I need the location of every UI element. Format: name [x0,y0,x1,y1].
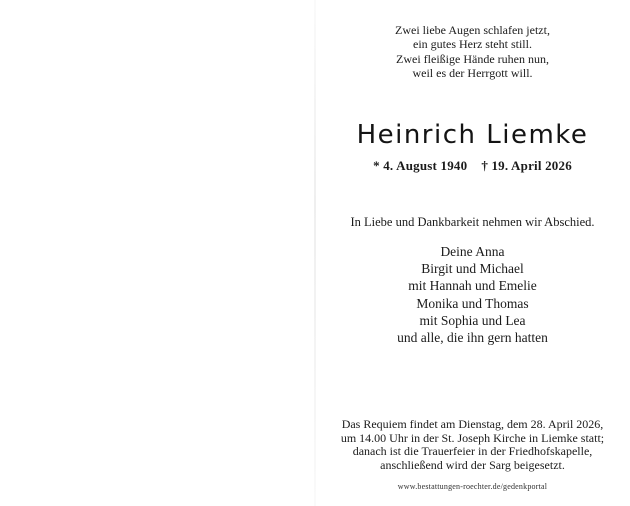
service-line: Das Requiem findet am Dienstag, dem 28. April 2026, [341,417,604,431]
poem-line: Zwei liebe Augen schlafen jetzt, [395,23,550,37]
mourner-line: mit Sophia und Lea [419,312,526,328]
memorial-website-url: www.bestattungen-roechter.de/gedenkportal [397,482,548,491]
mourner-line: mit Hannah und Emelie [408,278,537,294]
mourner-line: Birgit und Michael [421,261,524,277]
card-right-page [315,0,630,506]
service-line: um 14.00 Uhr in der St. Joseph Kirche in Liemke statt; [340,430,605,445]
mourner-line: und alle, die ihn gern hatten [397,330,548,346]
service-line: anschließend wird der Sarg beigesetzt. [380,457,565,472]
mourner-line: Deine Anna [440,244,505,259]
birth-date: * 4. August 1940 [373,158,468,173]
service-line: danach ist die Trauerfeier in der Friedhofskapelle, [352,444,593,459]
death-date: † 19. April 2026 [481,158,572,173]
deceased-name: Heinrich Liemke [356,120,589,150]
farewell-line: In Liebe und Dankbarkeit nehmen wir Abschied. [350,215,595,229]
mourners-list [315,243,630,346]
poem-line: Zwei fleißige Hände ruhen nun, [396,51,549,66]
service-details [315,418,630,472]
memorial-poem [315,23,630,80]
mourner-line: Monika und Thomas [416,295,529,311]
poem-line: weil es der Herrgott will. [412,65,533,80]
poem-line: ein gutes Herz steht still. [413,37,532,52]
life-dates [315,158,630,174]
